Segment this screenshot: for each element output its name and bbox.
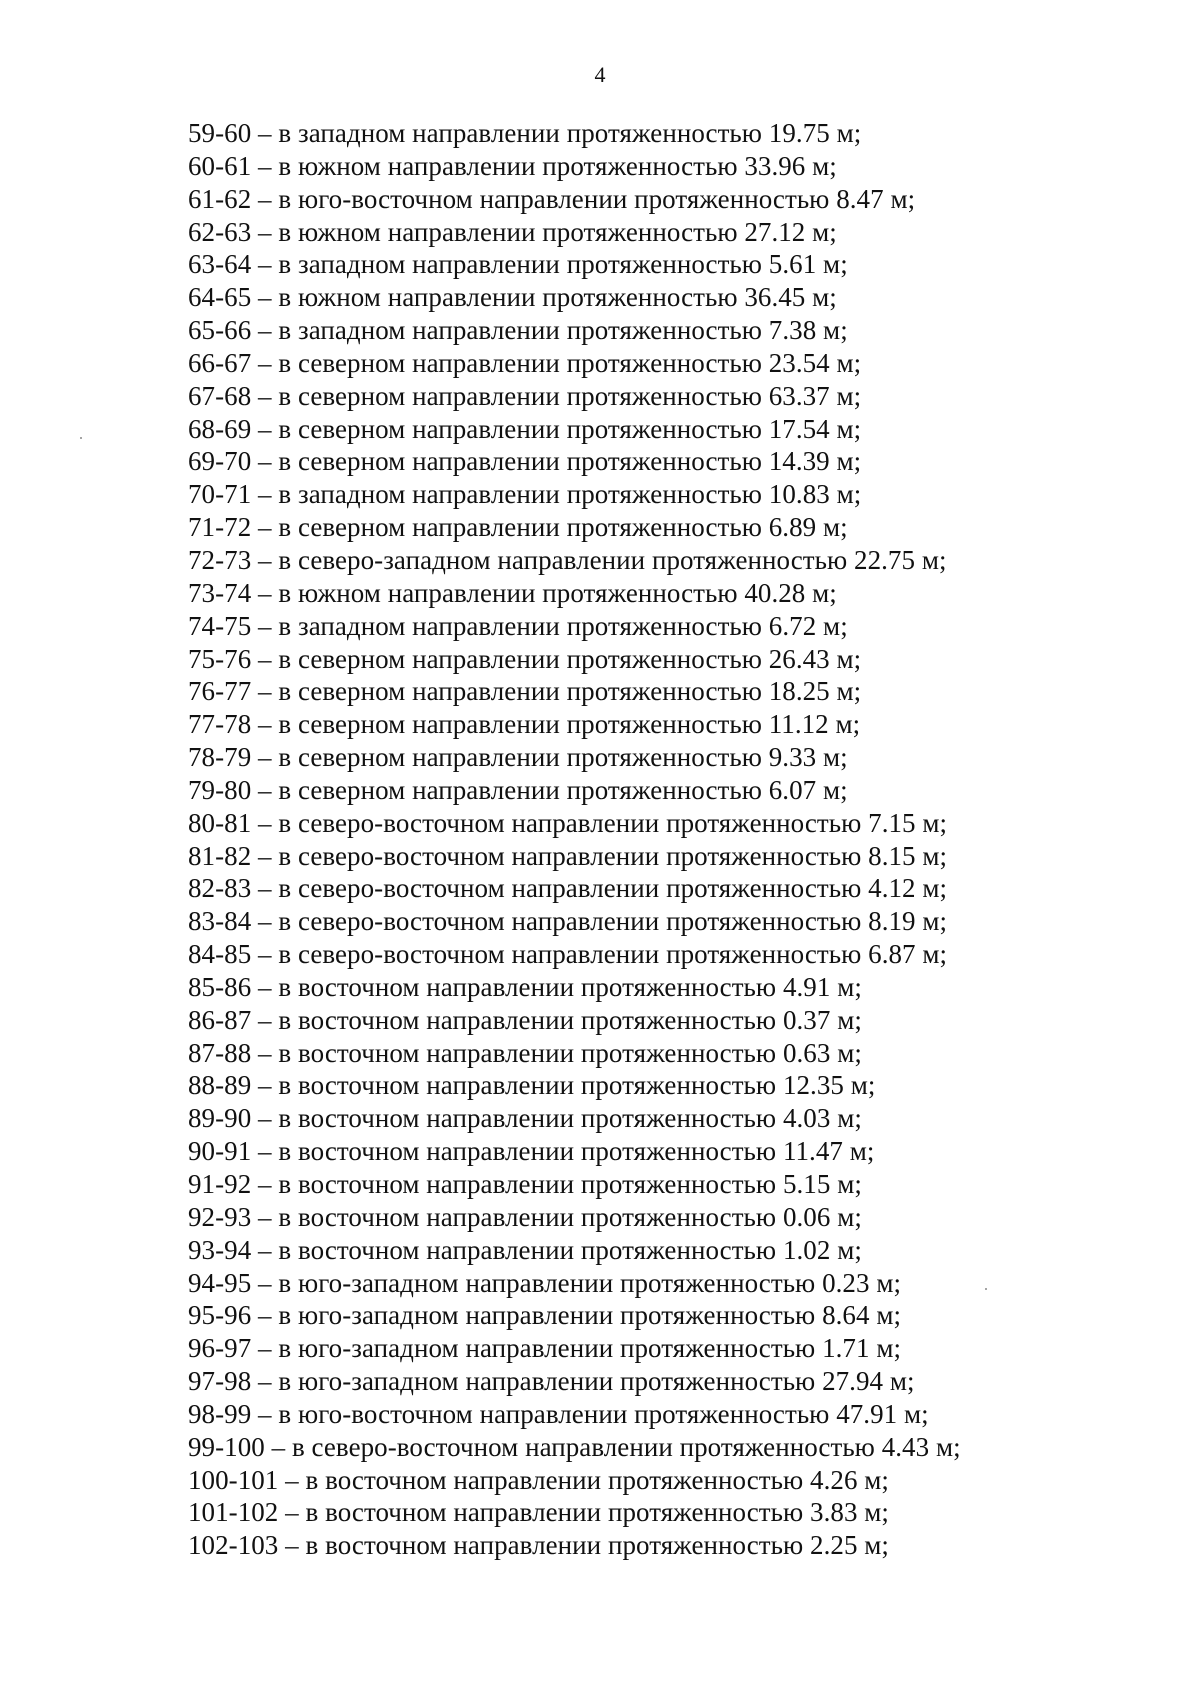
segment-line: 60-61 – в южном направлении протяженностью 33.96 м; (188, 150, 837, 181)
segment-line: 95-96 – в юго-западном направлении протяженностью 8.64 м; (188, 1300, 902, 1331)
segment-line: 85-86 – в восточном направлении протяженностью 4.91 м; (188, 971, 862, 1002)
segment-line: 91-92 – в восточном направлении протяженностью 5.15 м; (188, 1169, 862, 1199)
segment-line: 88-89 – в восточном направлении протяженностью 12.35 м; (188, 1070, 876, 1101)
segment-line: 100-101 – в восточном направлении протяженностью 4.26 м; (188, 1464, 889, 1495)
segment-line: 87-88 – в восточном направлении протяженностью 0.63 м; (188, 1037, 862, 1068)
segment-line: 75-76 – в северном направлении протяженностью 26.43 м; (188, 643, 862, 674)
segment-line: 72-73 – в северо-западном направлении протяженностью 22.75 м; (188, 544, 947, 575)
segment-line: 63-64 – в западном направлении протяженностью 5.61 м; (188, 249, 848, 280)
segment-line: 82-83 – в северо-восточном направлении протяженностью 4.12 м; (188, 873, 948, 904)
segment-line: 77-78 – в северном направлении протяженностью 11.12 м; (188, 709, 861, 740)
segment-line: 102-103 – в восточном направлении протяженностью 2.25 м; (188, 1530, 889, 1561)
segment-line: 94-95 – в юго-западном направлении протяженностью 0.23 м; (188, 1267, 902, 1298)
segment-line: 74-75 – в западном направлении протяженностью 6.72 м; (188, 610, 848, 641)
segment-line: 61-62 – в юго-восточном направлении протяженностью 8.47 м; (188, 183, 916, 214)
page-number: 4 (594, 62, 606, 87)
segment-line: 92-93 – в восточном направлении протяженностью 0.06 м; (188, 1201, 862, 1232)
segment-line: 68-69 – в северном направлении протяженностью 17.54 м; (188, 413, 862, 444)
segment-line: 80-81 – в северо-восточном направлении протяженностью 7.15 м; (188, 807, 948, 838)
segment-line: 69-70 – в северном направлении протяженностью 14.39 м; (188, 446, 862, 477)
segment-line: 76-77 – в северном направлении протяженностью 18.25 м; (188, 676, 862, 707)
segment-line: 66-67 – в северном направлении протяженностью 23.54 м; (188, 347, 862, 378)
segment-line: 97-98 – в юго-западном направлении протяженностью 27.94 м; (188, 1366, 915, 1397)
segment-line: 62-63 – в южном направлении протяженностью 27.12 м; (188, 216, 837, 247)
segment-line: 67-68 – в северном направлении протяженностью 63.37 м; (188, 380, 862, 411)
segment-line: 84-85 – в северо-восточном направлении протяженностью 6.87 м; (188, 939, 948, 970)
scan-speck (985, 1288, 987, 1290)
segment-line: 89-90 – в восточном направлении протяженностью 4.03 м; (188, 1103, 862, 1134)
segment-line: 86-87 – в восточном направлении протяженностью 0.37 м; (188, 1004, 862, 1035)
segment-line: 90-91 – в восточном направлении протяженностью 11.47 м; (188, 1136, 875, 1167)
segment-line: 83-84 – в северо-восточном направлении протяженностью 8.19 м; (188, 906, 948, 937)
segment-line: 101-102 – в восточном направлении протяженностью 3.83 м; (188, 1497, 889, 1528)
segment-line: 73-74 – в южном направлении протяженностью 40.28 м; (188, 577, 837, 608)
segment-line: 70-71 – в западном направлении протяженностью 10.83 м; (188, 479, 862, 510)
segment-line: 93-94 – в восточном направлении протяженностью 1.02 м; (188, 1234, 862, 1265)
segment-line: 79-80 – в северном направлении протяженностью 6.07 м; (188, 774, 848, 805)
segment-line: 96-97 – в юго-западном направлении протяженностью 1.71 м; (188, 1333, 902, 1364)
segment-line: 65-66 – в западном направлении протяженностью 7.38 м; (188, 315, 848, 346)
segment-line: 78-79 – в северном направлении протяженностью 9.33 м; (188, 742, 848, 773)
segment-line: 59-60 – в западном направлении протяженностью 19.75 м; (188, 118, 862, 148)
scan-speck (80, 437, 82, 439)
boundary-segment-list (188, 117, 961, 1562)
segment-line: 81-82 – в северо-восточном направлении протяженностью 8.15 м; (188, 840, 948, 871)
segment-line: 98-99 – в юго-восточном направлении протяженностью 47.91 м; (188, 1398, 929, 1429)
segment-line: 99-100 – в северо-восточном направлении протяженностью 4.43 м; (188, 1431, 961, 1462)
segment-line: 64-65 – в южном направлении протяженностью 36.45 м; (188, 282, 837, 313)
segment-line: 71-72 – в северном направлении протяженностью 6.89 м; (188, 512, 848, 543)
